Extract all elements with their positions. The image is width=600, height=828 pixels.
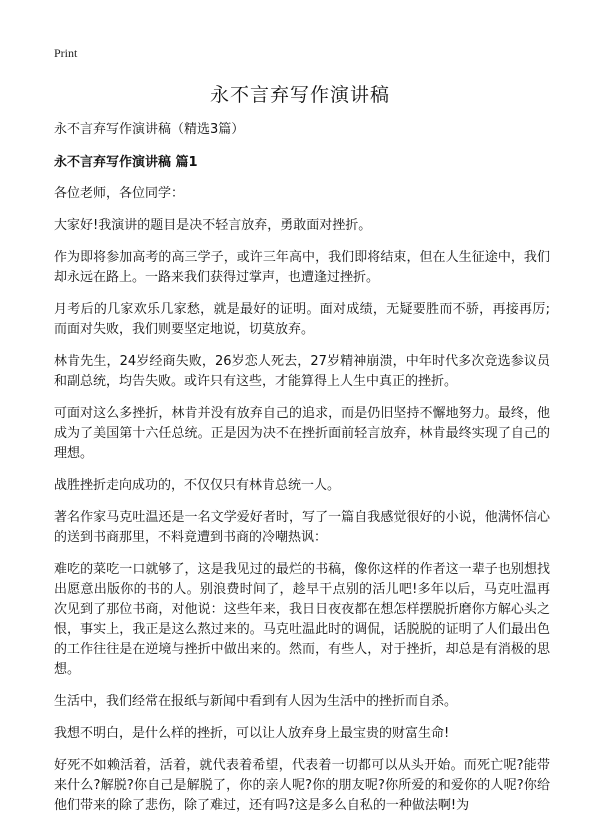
paragraph: 难吃的菜吃一口就够了，这是我见过的最烂的书稿，像你这样的作者这一辈子也别想找出愿意出版你的书的人。别浪费时间了，趁早干点别的活儿吧!多年以后，马克吐温再次见到了那位书商，对他说：这些年来，我日日夜夜都在想怎样摆脱折磨你方解心头之恨，事实上，我正是这么熬过来的。马克吐温此时的调侃，话脱脱的证明了人们最出色的工作往往是在逆境与挫折中做出来的。然而，有些人，对于挫折，却总是有消极的思想。 (54, 562, 550, 677)
paragraph: 林肯先生，24岁经商失败，26岁恋人死去，27岁精神崩溃，中年时代多次竞选参议员和副总统，均告失败。或许只有这些，才能算得上人生中真正的挫折。 (54, 354, 550, 389)
paragraph: 作为即将参加高考的高三学子，或许三年高中，我们即将结束，但在人生征途中，我们却永远在路上。一路来我们获得过掌声，也遭逢过挫折。 (54, 250, 550, 285)
paragraph: 战胜挫折走向成功的，不仅仅只有林肯总统一人。 (54, 478, 341, 493)
paragraph: 著名作家马克吐温还是一名文学爱好者时，写了一篇自我感觉很好的小说，他满怀信心的送到书商那里，不料竟遭到书商的冷嘲热讽： (54, 510, 550, 545)
print-link[interactable]: Print (54, 46, 78, 60)
paragraph: 生活中，我们经常在报纸与新闻中看到有人因为生活中的挫折而自杀。 (54, 694, 458, 709)
paragraph: 月考后的几家欢乐几家愁，就是最好的证明。面对成绩，无疑要胜而不骄，再接再厉;而面对失败，我们则要坚定地说，切莫放弃。 (54, 302, 550, 337)
page-title: 永不言弃写作演讲稿 (209, 84, 390, 106)
document-body (54, 120, 550, 828)
paragraph: 我想不明白，是什么样的挫折，可以让人放弃身上最宝贵的财富生命! (54, 726, 450, 741)
paragraph: 大家好!我演讲的题目是决不轻言放弃，勇敢面对挫折。 (54, 218, 372, 233)
paragraph: 好死不如赖活着，活着，就代表着希望，代表着一切都可以从头开始。而死亡呢?能带来什么?解脱?你自己是解脱了，你的亲人呢?你的朋友呢?你所爱的和爱你的人呢?你给他们带来的除了悲伤，除了难过，还有吗?这是多么自私的一种做法啊!为 (54, 758, 550, 813)
section-heading: 永不言弃写作演讲稿 篇1 (54, 155, 198, 170)
paragraph-greeting: 各位老师，各位同学： (54, 186, 185, 201)
document-subtitle: 永不言弃写作演讲稿（精选3篇） (54, 122, 245, 137)
paragraph: 可面对这么多挫折，林肯并没有放弃自己的追求，而是仍旧坚持不懈地努力。最终，他成为了美国第十六任总统。正是因为决不在挫折面前轻言放弃，林肯最终实现了自己的理想。 (54, 406, 550, 461)
